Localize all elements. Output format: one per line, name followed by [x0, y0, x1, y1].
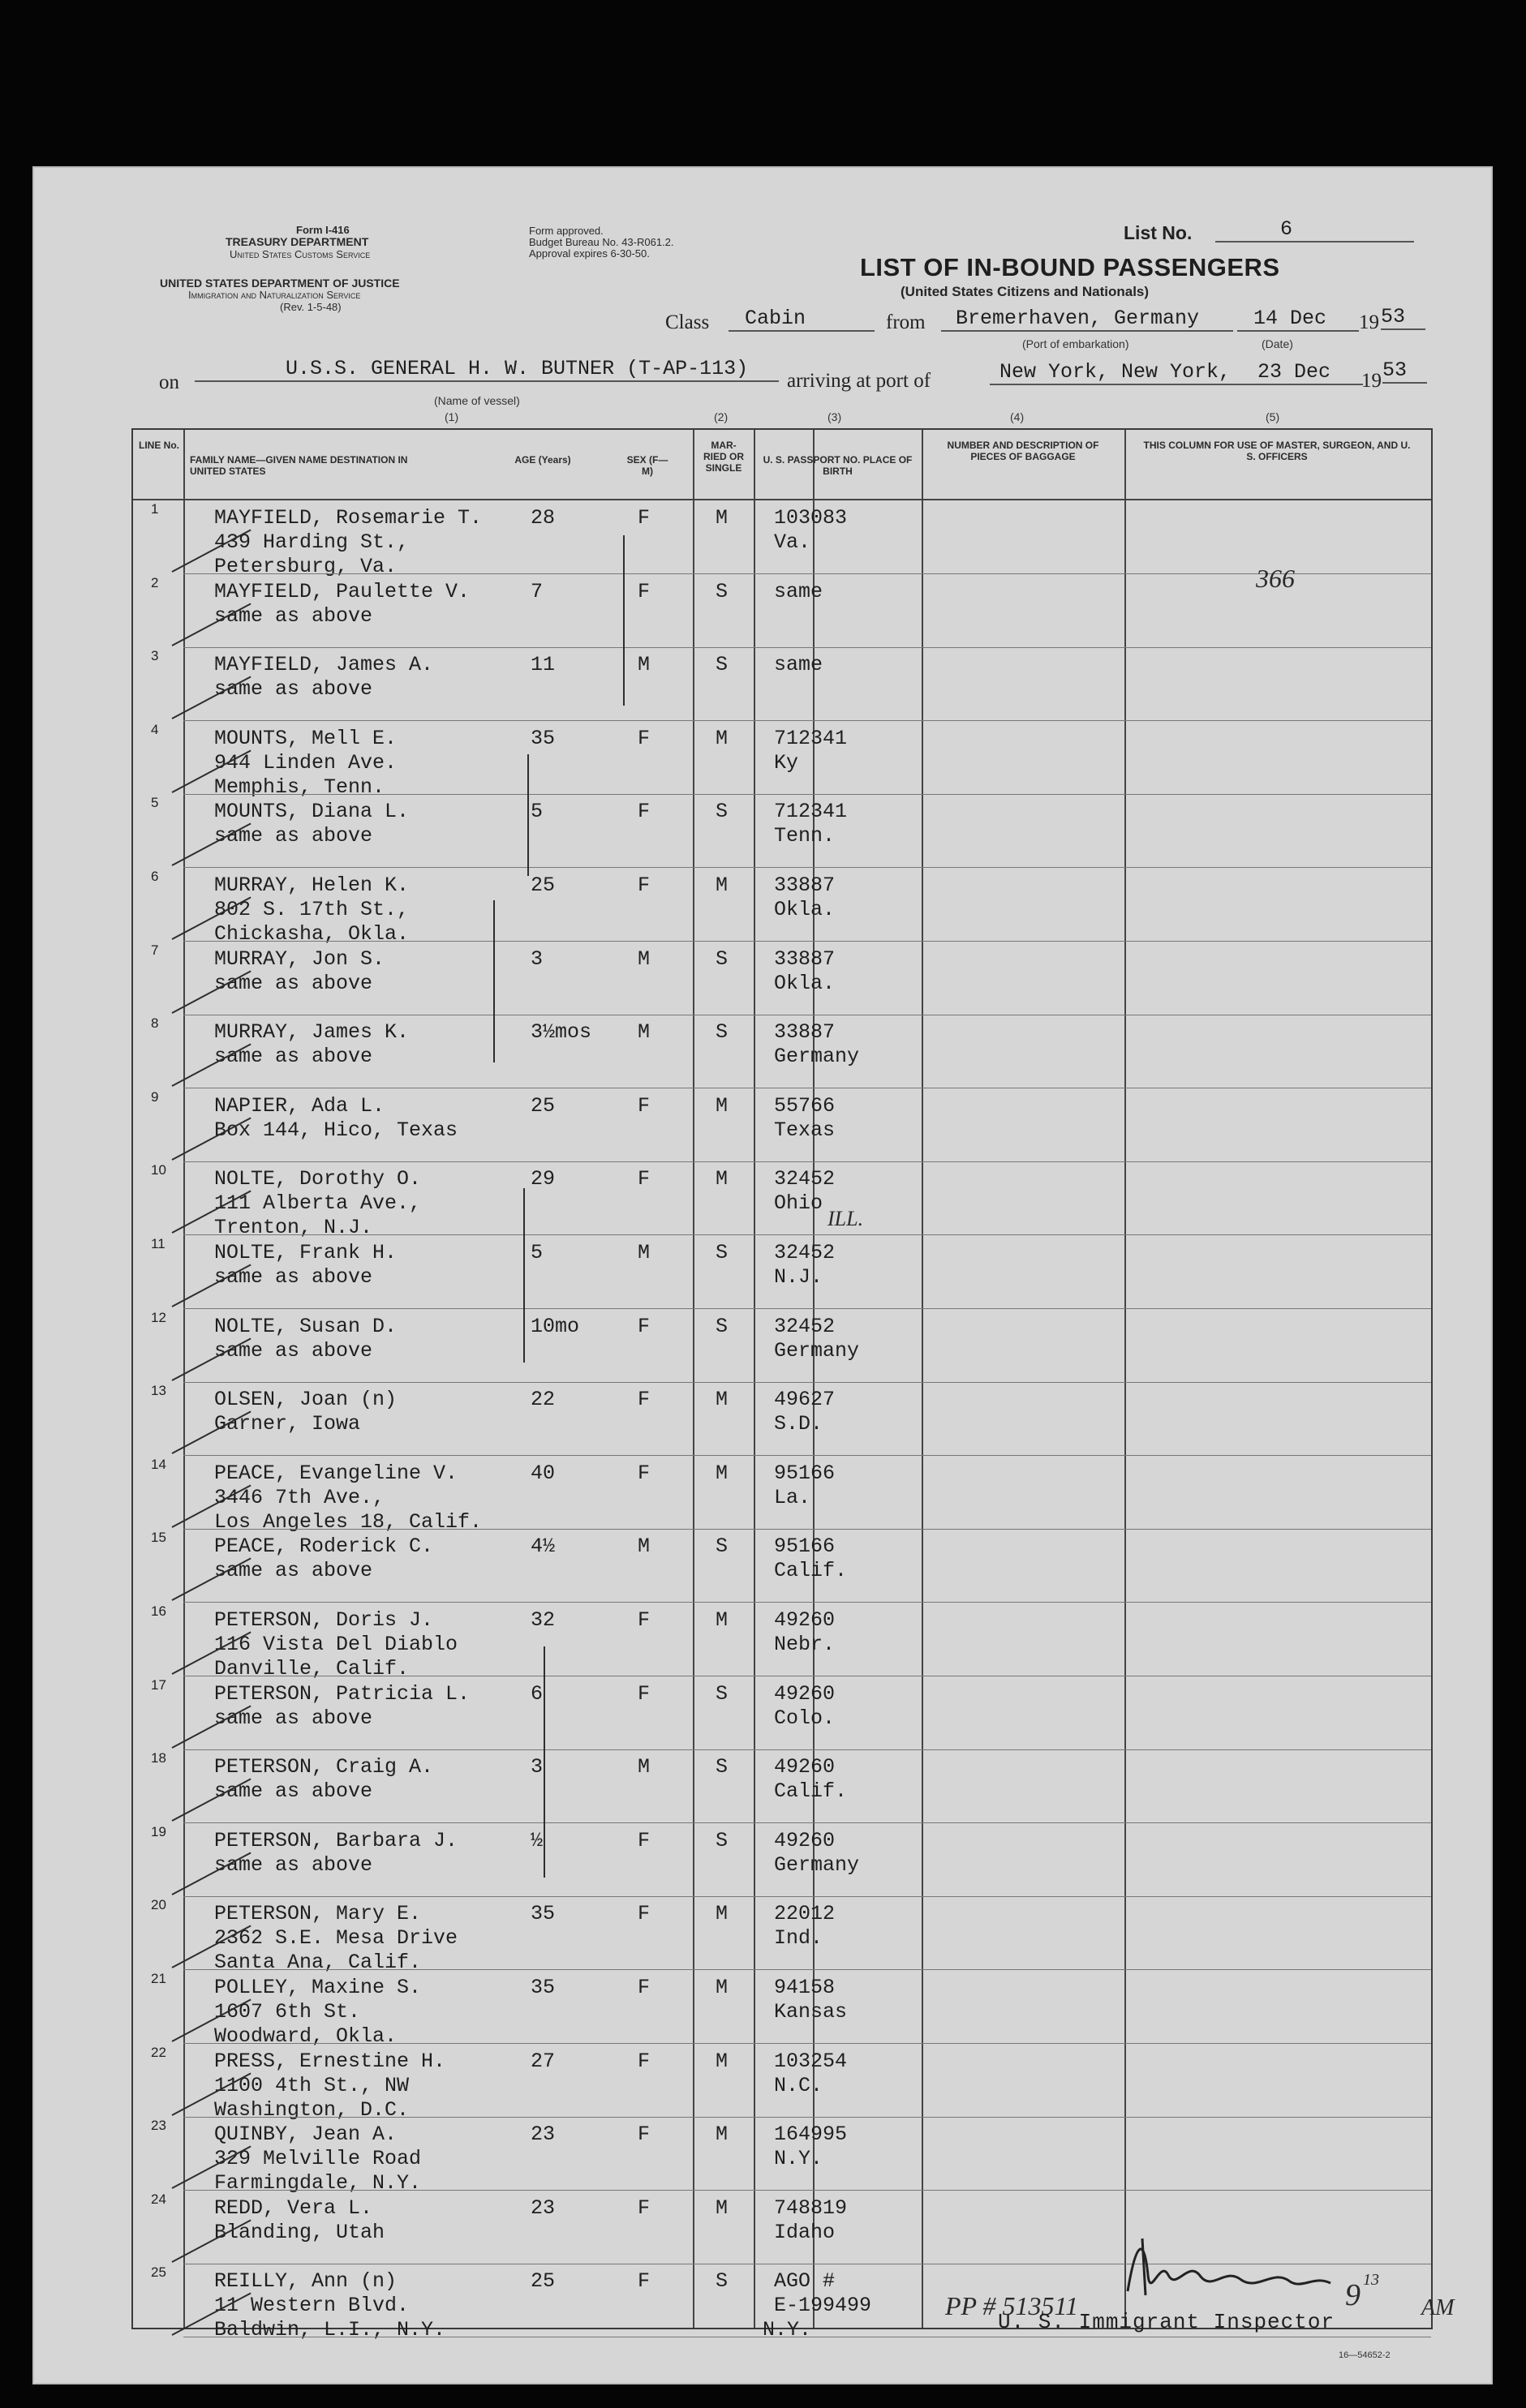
col-line-header: LINE No. — [139, 440, 179, 451]
sex-value: M — [638, 1755, 651, 1779]
destination-line: 2362 S.E. Mesa Drive — [214, 1926, 458, 1951]
sex-value: F — [638, 800, 651, 824]
table-row — [133, 648, 1431, 721]
place-of-birth: Texas — [774, 1118, 836, 1142]
age-value: 23 — [531, 2123, 556, 2147]
marital-status: S — [716, 653, 729, 677]
sex-value: F — [638, 1681, 651, 1706]
passenger-name: MAYFIELD, Paulette V. — [214, 579, 471, 603]
age-value: 10mo — [531, 1314, 580, 1338]
line-number: 25 — [151, 2264, 166, 2281]
age-value: 25 — [531, 873, 556, 897]
destination-line: Danville, Calif. — [214, 1657, 410, 1680]
table-row — [133, 2118, 1431, 2196]
form-number: Form I-416 — [296, 224, 350, 236]
port-caption: (Port of embarkation) — [1022, 337, 1129, 350]
class-value: Cabin — [729, 307, 875, 332]
passenger-name: PEACE, Evangeline V. — [214, 1461, 458, 1485]
family-bracket — [544, 1646, 545, 1878]
destination-line: same as above — [214, 1045, 373, 1069]
caption-5: (5) — [1266, 410, 1280, 423]
place-of-birth: Nebr. — [774, 1633, 836, 1656]
passport-number: 55766 — [774, 1093, 836, 1118]
age-value: 5 — [531, 1241, 544, 1264]
col-married-header: MAR- RIED OR SINGLE — [703, 440, 744, 474]
vessel-caption: (Name of vessel) — [434, 394, 520, 407]
passenger-name: NOLTE, Dorothy O. — [214, 1167, 422, 1191]
year-prefix-1: 19 — [1359, 311, 1379, 333]
approval-line-1: Form approved. — [529, 225, 604, 237]
destination-line: same as above — [214, 1559, 373, 1583]
place-of-birth: Va. — [774, 530, 811, 554]
marital-status: M — [716, 873, 729, 897]
page-title: LIST OF IN-BOUND PASSENGERS — [860, 253, 1280, 281]
arrival-year: 53 — [1382, 358, 1427, 384]
justice-dept: UNITED STATES DEPARTMENT OF JUSTICE — [160, 277, 400, 290]
passport-number: 49260 — [774, 1755, 836, 1779]
place-of-birth: Calif. — [774, 1779, 848, 1804]
place-of-birth: Okla. — [774, 898, 836, 921]
destination-line: Petersburg, Va. — [214, 555, 398, 578]
passenger-name: PETERSON, Craig A. — [214, 1755, 434, 1779]
col-sex-header: SEX (F—M) — [626, 454, 668, 477]
place-of-birth: Idaho — [774, 2220, 836, 2244]
table-row — [133, 1383, 1431, 1456]
age-value: 28 — [531, 506, 556, 530]
passport-number: 49627 — [774, 1388, 836, 1412]
from-label: from — [886, 311, 926, 333]
table-row — [133, 1750, 1431, 1823]
age-value: 11 — [531, 653, 556, 677]
table-row — [133, 1310, 1431, 1383]
line-number: 2 — [151, 574, 159, 590]
pp-note: PP # 513511 — [945, 2291, 1079, 2320]
line-number: 19 — [151, 1823, 166, 1839]
marital-status: S — [716, 1314, 729, 1338]
age-value: 23 — [531, 2196, 556, 2220]
line-number: 21 — [151, 1971, 166, 1986]
table-row — [133, 1236, 1431, 1309]
signature-am: AM — [1421, 2295, 1455, 2320]
passenger-name: MAYFIELD, Rosemarie T. — [214, 506, 483, 530]
marital-status: S — [716, 1755, 729, 1779]
destination-line: Farmingdale, N.Y. — [214, 2171, 422, 2196]
caption-3: (3) — [827, 410, 842, 423]
table-row — [133, 1971, 1431, 2048]
passport-number: 95166 — [774, 1535, 836, 1559]
col-baggage-header: NUMBER AND DESCRIPTION OF PIECES OF BAGGAGE — [947, 440, 1099, 462]
destination-line: 11 Western Blvd. — [214, 2294, 410, 2318]
table-row — [133, 1603, 1431, 1680]
approval-line-3: Approval expires 6-30-50. — [529, 247, 650, 260]
passenger-name: PEACE, Roderick C. — [214, 1535, 434, 1559]
embark-year: 53 — [1381, 305, 1425, 330]
age-value: 6 — [531, 1681, 544, 1706]
destination-line: same as above — [214, 1706, 373, 1730]
arriving-label: arriving at port of — [787, 370, 931, 392]
passenger-name: QUINBY, Jean A. — [214, 2123, 398, 2147]
table-row — [133, 1530, 1431, 1603]
passenger-name: PRESS, Ernestine H. — [214, 2049, 446, 2073]
treasury-dept: TREASURY DEPARTMENT — [226, 235, 369, 248]
officer-mark: 366 — [1256, 564, 1295, 593]
age-value: 5 — [531, 800, 544, 824]
last-pob: N.Y. — [763, 2318, 812, 2341]
passport-number: 712341 — [774, 726, 848, 750]
passport-number: 94158 — [774, 1976, 836, 1999]
line-number: 20 — [151, 1897, 166, 1913]
passenger-name: MOUNTS, Diana L. — [214, 800, 410, 824]
destination-line: 116 Vista Del Diablo — [214, 1633, 458, 1656]
sex-value: M — [638, 946, 651, 971]
passport-number: 164995 — [774, 2123, 848, 2147]
passenger-name: NAPIER, Ada L. — [214, 1093, 385, 1118]
family-bracket — [623, 535, 625, 706]
marital-status: S — [716, 2269, 729, 2294]
line-number: 8 — [151, 1015, 159, 1032]
passport-number: 32452 — [774, 1167, 836, 1191]
approval-line-2: Budget Bureau No. 43-R061.2. — [529, 236, 674, 248]
year-prefix-2: 19 — [1361, 370, 1382, 392]
destination-line: same as above — [214, 1852, 373, 1877]
table-row — [133, 1015, 1431, 1088]
marital-status: M — [716, 1902, 729, 1926]
table-row — [133, 1089, 1431, 1162]
customs-service: United States Customs Service — [230, 248, 371, 260]
age-value: 22 — [531, 1388, 556, 1412]
destination-line: Blanding, Utah — [214, 2220, 385, 2244]
destination-line: Trenton, N.J. — [214, 1216, 373, 1240]
passport-number: 32452 — [774, 1314, 836, 1338]
passport-number: same — [774, 579, 823, 603]
marital-status: S — [716, 1020, 729, 1045]
arrival-port: New York, New York, — [990, 360, 1241, 385]
on-label: on — [159, 371, 179, 393]
place-of-birth: Okla. — [774, 971, 836, 995]
destination-line: same as above — [214, 1265, 373, 1289]
passport-number: 712341 — [774, 800, 848, 824]
signature-sup: 13 — [1363, 2271, 1379, 2289]
age-value: 25 — [531, 1093, 556, 1118]
passport-number: 33887 — [774, 946, 836, 971]
marital-status: S — [716, 1535, 729, 1559]
line-number: 17 — [151, 1676, 166, 1693]
inspector-signature — [1111, 2226, 1347, 2307]
passenger-name: PETERSON, Mary E. — [214, 1902, 422, 1926]
passport-number: 22012 — [774, 1902, 836, 1926]
sex-value: M — [638, 1241, 651, 1264]
caption-1: (1) — [445, 410, 459, 423]
age-value: 3 — [531, 946, 544, 971]
destination-line: 3446 7th Ave., — [214, 1485, 385, 1509]
place-of-birth: N.C. — [774, 2073, 823, 2097]
line-number: 13 — [151, 1383, 166, 1399]
place-of-birth: Ohio — [774, 1191, 823, 1216]
line-number: 18 — [151, 1750, 166, 1766]
marital-status: M — [716, 1608, 729, 1632]
passport-number: same — [774, 653, 823, 677]
passenger-name: MURRAY, James K. — [214, 1020, 410, 1045]
age-value: 3½mos — [531, 1020, 592, 1045]
age-value: 7 — [531, 579, 544, 603]
sex-value: F — [638, 1461, 651, 1485]
age-value: 35 — [531, 1902, 556, 1926]
line-number: 1 — [151, 501, 159, 517]
table-row — [133, 501, 1431, 578]
marital-status: M — [716, 506, 729, 530]
passport-number: 49260 — [774, 1828, 836, 1852]
line-number: 4 — [151, 721, 159, 737]
table-row — [133, 1897, 1431, 1975]
sex-value: F — [638, 506, 651, 530]
passport-number: 748819 — [774, 2196, 848, 2220]
line-number: 3 — [151, 648, 159, 664]
date-caption: (Date) — [1262, 337, 1293, 350]
passenger-name: MURRAY, Jon S. — [214, 946, 385, 971]
age-value: ½ — [531, 1828, 544, 1852]
table-row — [133, 721, 1431, 799]
sex-value: F — [638, 1314, 651, 1338]
place-of-birth: Germany — [774, 1852, 860, 1877]
destination-line: Baldwin, L.I., N.Y. — [214, 2318, 446, 2342]
table-row — [133, 1456, 1431, 1534]
age-value: 40 — [531, 1461, 556, 1485]
sex-value: M — [638, 653, 651, 677]
sex-value: F — [638, 726, 651, 750]
line-number: 16 — [151, 1603, 166, 1619]
marital-status: S — [716, 1681, 729, 1706]
destination-line: 944 Linden Ave. — [214, 750, 398, 775]
place-of-birth: N.Y. — [774, 2147, 823, 2171]
col-age-header: AGE (Years) — [514, 454, 571, 466]
passenger-name: REDD, Vera L. — [214, 2196, 373, 2220]
sex-value: M — [638, 1535, 651, 1559]
marital-status: M — [716, 726, 729, 750]
marital-status: M — [716, 1461, 729, 1485]
footer-code: 16—54652-2 — [1339, 2350, 1391, 2360]
place-of-birth: Kansas — [774, 2000, 848, 2024]
table-row — [133, 1162, 1431, 1240]
passport-number: 33887 — [774, 873, 836, 897]
age-value: 4½ — [531, 1535, 556, 1559]
place-of-birth: N.J. — [774, 1265, 823, 1289]
ill-note: ILL. — [827, 1207, 864, 1230]
destination-line: same as above — [214, 677, 373, 702]
list-no-value: 6 — [1215, 217, 1414, 243]
age-value: 29 — [531, 1167, 556, 1191]
inspector-title: U. S. Immigrant Inspector — [998, 2310, 1335, 2334]
destination-line: same as above — [214, 824, 373, 848]
age-value: 35 — [531, 1976, 556, 1999]
destination-line: same as above — [214, 1779, 373, 1804]
passenger-name: PETERSON, Barbara J. — [214, 1828, 458, 1852]
sex-value: F — [638, 1902, 651, 1926]
passport-number: 33887 — [774, 1020, 836, 1045]
place-of-birth: S.D. — [774, 1412, 823, 1436]
sex-value: F — [638, 1388, 651, 1412]
destination-line: Chickasha, Okla. — [214, 922, 410, 946]
destination-line: Box 144, Hico, Texas — [214, 1118, 458, 1142]
table-row — [133, 942, 1431, 1015]
passenger-name: OLSEN, Joan (n) — [214, 1388, 398, 1412]
sex-value: F — [638, 2049, 651, 2073]
destination-line: same as above — [214, 971, 373, 995]
line-number: 15 — [151, 1530, 166, 1546]
vessel-name: U.S.S. GENERAL H. W. BUTNER (T-AP-113) — [195, 357, 779, 382]
sex-value: F — [638, 2269, 651, 2294]
passport-number: AGO # — [774, 2269, 836, 2294]
table-row — [133, 2044, 1431, 2122]
family-bracket — [527, 754, 529, 876]
sex-value: F — [638, 1093, 651, 1118]
sex-value: F — [638, 1976, 651, 1999]
table-row — [133, 869, 1431, 946]
col-name-header: FAMILY NAME—GIVEN NAME DESTINATION IN UNITED STATES — [190, 454, 408, 477]
line-number: 11 — [151, 1236, 165, 1251]
passport-number: 49260 — [774, 1681, 836, 1706]
marital-status: S — [716, 1241, 729, 1264]
passport-number: 49260 — [774, 1608, 836, 1632]
line-number: 24 — [151, 2191, 166, 2207]
caption-2: (2) — [714, 410, 729, 423]
family-bracket — [493, 900, 495, 1062]
destination-line: Santa Ana, Calif. — [214, 1951, 422, 1975]
place-of-birth: Ind. — [774, 1926, 823, 1951]
line-number: 22 — [151, 2044, 166, 2060]
passport-number: 103254 — [774, 2049, 848, 2073]
destination-line: same as above — [214, 1338, 373, 1363]
destination-line: Garner, Iowa — [214, 1412, 361, 1436]
age-value: 27 — [531, 2049, 556, 2073]
marital-status: M — [716, 2049, 729, 2073]
passport-number: 32452 — [774, 1241, 836, 1264]
age-value: 3 — [531, 1755, 544, 1779]
table-row — [133, 575, 1431, 648]
place-of-birth: Colo. — [774, 1706, 836, 1730]
marital-status: M — [716, 2196, 729, 2220]
destination-line: Los Angeles 18, Calif. — [214, 1509, 483, 1534]
table-row — [133, 795, 1431, 868]
age-value: 32 — [531, 1608, 556, 1632]
arrival-date: 23 Dec — [1241, 360, 1363, 385]
marital-status: M — [716, 1388, 729, 1412]
line-number: 6 — [151, 869, 159, 884]
signature-num: 9 — [1345, 2278, 1361, 2312]
line-number: 23 — [151, 2118, 166, 2134]
sex-value: F — [638, 873, 651, 897]
col-officers-header: THIS COLUMN FOR USE OF MASTER, SURGEON, AND U. S. OFFICERS — [1143, 440, 1411, 462]
destination-line: 329 Melville Road — [214, 2147, 422, 2171]
sex-value: F — [638, 2123, 651, 2147]
marital-status: M — [716, 1976, 729, 1999]
family-bracket — [523, 1188, 525, 1363]
list-no-label: List No. — [1124, 222, 1193, 243]
embark-date: 14 Dec — [1237, 307, 1359, 332]
sex-value: M — [638, 1020, 651, 1045]
passenger-name: MURRAY, Helen K. — [214, 873, 410, 897]
marital-status: S — [716, 1828, 729, 1852]
destination-line: Washington, D.C. — [214, 2097, 410, 2122]
marital-status: M — [716, 1167, 729, 1191]
from-value: Bremerhaven, Germany — [941, 307, 1233, 332]
line-number: 7 — [151, 942, 159, 958]
caption-4: (4) — [1010, 410, 1025, 423]
passenger-name: NOLTE, Frank H. — [214, 1241, 398, 1264]
place-of-birth: Germany — [774, 1045, 860, 1069]
passenger-name: POLLEY, Maxine S. — [214, 1976, 422, 1999]
line-number: 14 — [151, 1456, 166, 1472]
passenger-table — [131, 428, 1433, 2342]
passenger-name: PETERSON, Patricia L. — [214, 1681, 471, 1706]
destination-line: Woodward, Okla. — [214, 2024, 398, 2048]
sex-value: F — [638, 579, 651, 603]
place-of-birth: La. — [774, 1485, 811, 1509]
sex-value: F — [638, 2196, 651, 2220]
place-of-birth: Tenn. — [774, 824, 836, 848]
place-of-birth: Germany — [774, 1338, 860, 1363]
place-of-birth: Calif. — [774, 1559, 848, 1583]
line-number: 5 — [151, 795, 159, 811]
place-of-birth: E-199499 — [774, 2294, 872, 2318]
sex-value: F — [638, 1608, 651, 1632]
marital-status: S — [716, 946, 729, 971]
sex-value: F — [638, 1167, 651, 1191]
destination-line: Memphis, Tenn. — [214, 775, 385, 799]
line-number: 12 — [151, 1309, 166, 1325]
ins-service: Immigration and Naturalization Service — [188, 289, 361, 301]
destination-line: 1607 6th St. — [214, 2000, 361, 2024]
table-row — [133, 1824, 1431, 1897]
passenger-name: REILLY, Ann (n) — [214, 2269, 398, 2294]
destination-line: 1100 4th St., NW — [214, 2073, 410, 2097]
col-passport-header: U. S. PASSPORT NO. PLACE OF BIRTH — [763, 454, 913, 477]
destination-line: 802 S. 17th St., — [214, 898, 410, 921]
passport-number: 95166 — [774, 1461, 836, 1485]
destination-line: 439 Harding St., — [214, 530, 410, 554]
passenger-name: PETERSON, Doris J. — [214, 1608, 434, 1632]
passenger-name: NOLTE, Susan D. — [214, 1314, 398, 1338]
line-number: 9 — [151, 1088, 159, 1105]
destination-line: same as above — [214, 603, 373, 628]
marital-status: S — [716, 800, 729, 824]
line-number: 10 — [151, 1162, 166, 1178]
age-value: 25 — [531, 2269, 556, 2294]
sex-value: F — [638, 1828, 651, 1852]
marital-status: M — [716, 1093, 729, 1118]
revision: (Rev. 1-5-48) — [280, 301, 342, 313]
passport-number: 103083 — [774, 506, 848, 530]
table-row — [133, 1677, 1431, 1750]
passenger-name: MAYFIELD, James A. — [214, 653, 434, 677]
age-value: 35 — [531, 726, 556, 750]
marital-status: M — [716, 2123, 729, 2147]
place-of-birth: Ky — [774, 750, 799, 775]
passenger-name: MOUNTS, Mell E. — [214, 726, 398, 750]
page-subtitle: (United States Citizens and Nationals) — [901, 284, 1150, 299]
marital-status: S — [716, 579, 729, 603]
destination-line: 111 Alberta Ave., — [214, 1191, 422, 1216]
class-label: Class — [665, 311, 710, 333]
